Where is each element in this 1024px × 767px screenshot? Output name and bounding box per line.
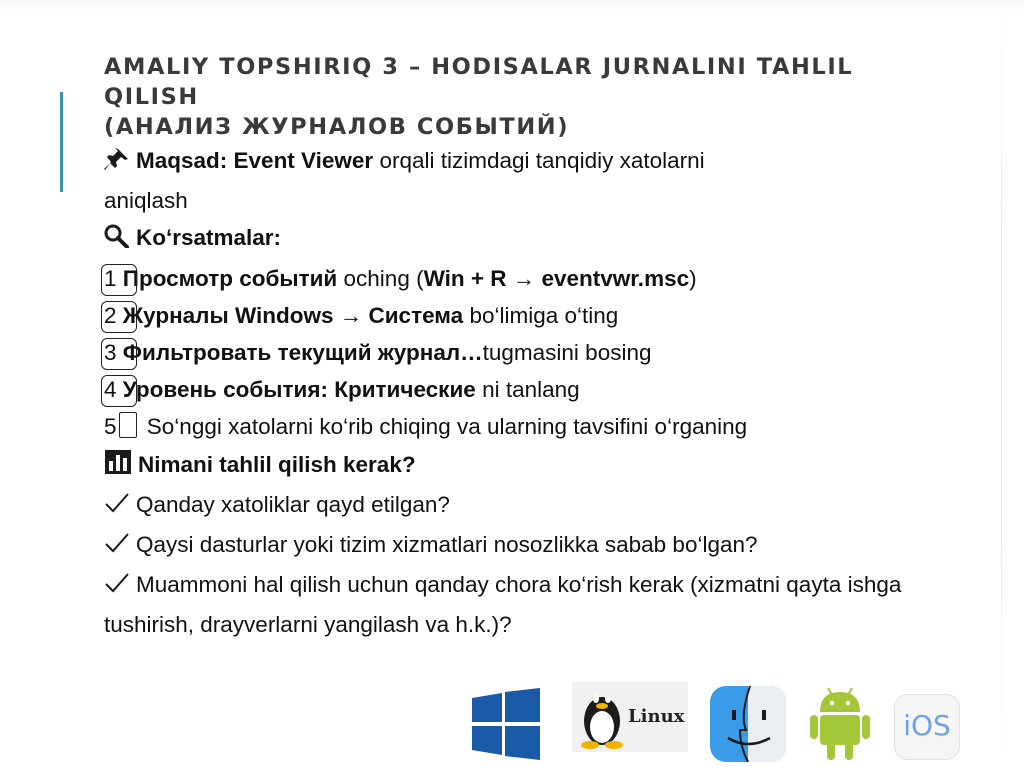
- question-text: Qaysi dasturlar yoki tizim xizmatlari nosozlikka sabab bo‘lgan?: [136, 532, 758, 558]
- question-3: [104, 566, 964, 643]
- top-rule: [0, 0, 1024, 10]
- ios-label: iOS: [903, 709, 951, 742]
- title-line-1: AMALIY TOPSHIRIQ 3 – HODISALAR JURNALINI TAHLIL QILISH: [104, 54, 854, 110]
- instructions-heading: [104, 219, 964, 259]
- step-5: [104, 408, 964, 445]
- check-icon: [104, 489, 130, 526]
- step-bold: Журналы Windows → Система: [122, 302, 464, 328]
- slide-title: [104, 52, 924, 142]
- question-2: [104, 526, 964, 566]
- step-2: [104, 297, 964, 334]
- question-1: [104, 486, 964, 526]
- goal-label: Maqsad:: [136, 148, 228, 173]
- question-text: Qanday xatoliklar qayd etilgan?: [136, 491, 450, 517]
- step-number: 1: [104, 260, 117, 297]
- analysis-label: Nimani tahlil qilish kerak?: [138, 451, 416, 477]
- step-1: [104, 260, 964, 297]
- goal-line: [104, 142, 964, 182]
- slide-body: [104, 142, 964, 644]
- right-rule: [1001, 0, 1002, 767]
- step-bold: Просмотр событий: [122, 265, 338, 291]
- step-text: ni tanlang: [482, 377, 580, 403]
- tux-icon: [576, 685, 628, 749]
- step-shortcut: Win + R → eventvwr.msc: [423, 265, 690, 291]
- step-text: oching (: [343, 265, 424, 291]
- step-3: [104, 334, 964, 371]
- linux-label: Linux: [628, 706, 685, 727]
- step-number: 5: [104, 414, 117, 440]
- android-logo-icon: [810, 686, 870, 762]
- question-text: Muammoni hal qilish uchun qanday chora ko‘rish kerak (xizmatni qayta ishga tushirish, drayverlarni yangilash va h.k.)?: [104, 572, 902, 638]
- check-icon: [104, 569, 130, 606]
- title-line-2: (АНАЛИЗ ЖУРНАЛОВ СОБЫТИЙ): [104, 114, 570, 140]
- pushpin-icon: [104, 145, 130, 182]
- instructions-label: Ko‘rsatmalar:: [136, 225, 282, 251]
- check-icon: [104, 529, 130, 566]
- step-number: 2: [104, 297, 117, 334]
- bar-chart-icon: [104, 449, 132, 486]
- linux-logo: [572, 682, 688, 752]
- step-text-end: ): [689, 265, 697, 291]
- accent-bar: [60, 92, 63, 192]
- magnifier-icon: [104, 222, 130, 259]
- ios-logo: [894, 694, 960, 760]
- step-text: bo‘limiga o‘ting: [469, 302, 619, 328]
- step-bold: Фильтровать текущий журнал…: [122, 340, 483, 366]
- analysis-heading: [104, 446, 964, 486]
- goal-text: orqali tizimdagi tanqidiy xatolarni: [379, 148, 705, 173]
- os-logos: [466, 682, 966, 764]
- missing-glyph-icon: [119, 412, 137, 438]
- step-4: [104, 371, 964, 408]
- windows-logo-icon: [472, 688, 540, 760]
- step-bold: Уровень события: Критические: [122, 377, 476, 403]
- step-text: So‘nggi xatolarni ko‘rib chiqing va ularning tavsifini o‘rganing: [146, 414, 748, 440]
- step-number: 3: [104, 334, 117, 371]
- finder-logo-icon: [710, 686, 786, 762]
- step-text: tugmasini bosing: [482, 340, 652, 366]
- goal-line-cont: aniqlash: [104, 188, 188, 214]
- step-number: 4: [104, 371, 117, 408]
- goal-tool: Event Viewer: [233, 148, 374, 173]
